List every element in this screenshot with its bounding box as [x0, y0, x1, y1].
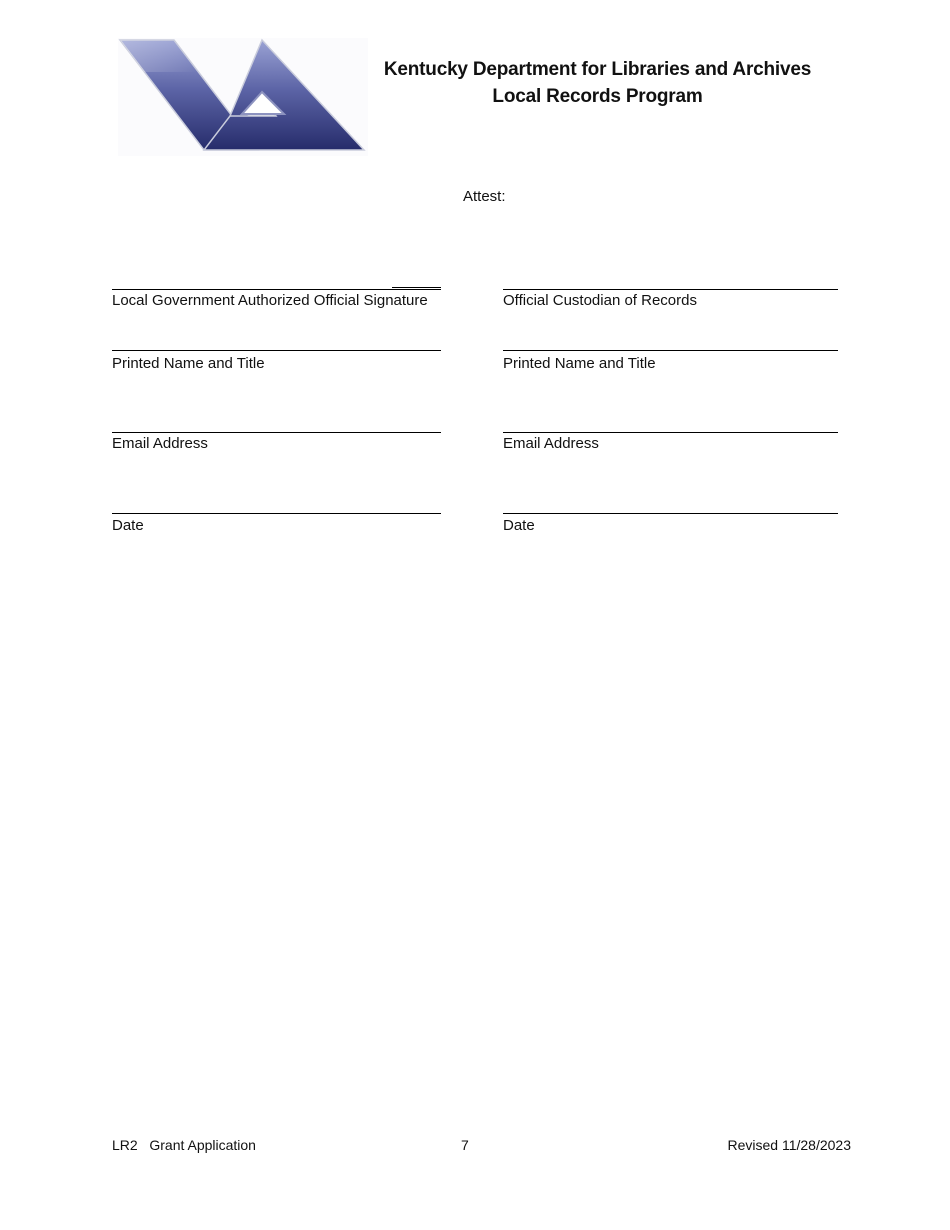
email-line-right[interactable]: [503, 432, 838, 433]
printed-name-line-right[interactable]: [503, 350, 838, 351]
footer-page-number: 7: [461, 1137, 469, 1153]
date-line-right[interactable]: [503, 513, 838, 514]
custodian-of-records-label: Official Custodian of Records: [503, 292, 697, 309]
attest-label: Attest:: [463, 188, 506, 205]
printed-name-line-left[interactable]: [112, 350, 441, 351]
email-label-left: Email Address: [112, 435, 208, 452]
header-subtitle: Local Records Program: [492, 86, 703, 107]
kdla-logo-icon: [118, 38, 368, 156]
date-label-left: Date: [112, 517, 144, 534]
printed-name-label-left: Printed Name and Title: [112, 355, 265, 372]
date-line-left[interactable]: [112, 513, 441, 514]
footer-form-id: LR2 Grant Application: [112, 1137, 256, 1153]
document-header: [370, 56, 825, 110]
signature-line-left[interactable]: [112, 289, 441, 290]
signature-line-left-mark: [392, 287, 441, 288]
date-label-right: Date: [503, 517, 535, 534]
email-line-left[interactable]: [112, 432, 441, 433]
email-label-right: Email Address: [503, 435, 599, 452]
header-title: Kentucky Department for Libraries and Archives: [383, 59, 812, 80]
local-official-signature-label: Local Government Authorized Official Signature: [112, 292, 428, 309]
printed-name-label-right: Printed Name and Title: [503, 355, 656, 372]
signature-line-right[interactable]: [503, 289, 838, 290]
footer-revised-date: Revised 11/28/2023: [727, 1137, 851, 1153]
